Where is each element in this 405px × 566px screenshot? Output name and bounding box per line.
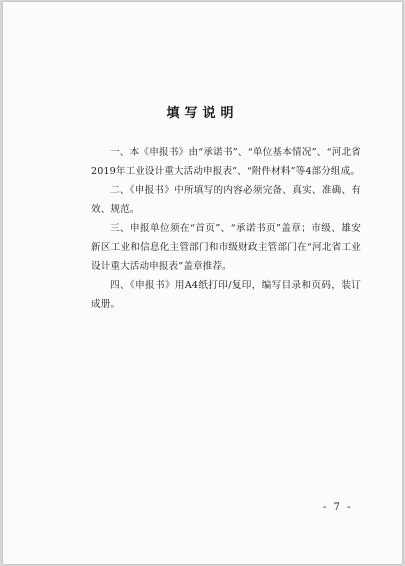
document-page bbox=[3, 2, 402, 564]
page-title: 填写说明 bbox=[166, 106, 239, 121]
instruction-paragraph-3: 三、申报单位须在“首页”、“承诺书页”盖章；市级、雄安新区工业和信息化主管部门和市级财政主管部门在“河北省工业设计重大活动申报表”盖章推荐。 bbox=[91, 223, 361, 272]
instruction-paragraph-4: 四、《申报书》用A4纸打印/复印，编写目录和页码，装订成册。 bbox=[91, 280, 361, 310]
page-number: - 7 - bbox=[323, 502, 353, 513]
instruction-paragraph-1: 一、本《申报书》由“承诺书”、“单位基本情况”、“河北省2019年工业设计重大活动申报表”、“附件材料”等4部分组成。 bbox=[91, 147, 361, 177]
instruction-paragraph-2: 二、《申报书》中所填写的内容必须完备、真实、准确、有效、规范。 bbox=[91, 185, 361, 215]
